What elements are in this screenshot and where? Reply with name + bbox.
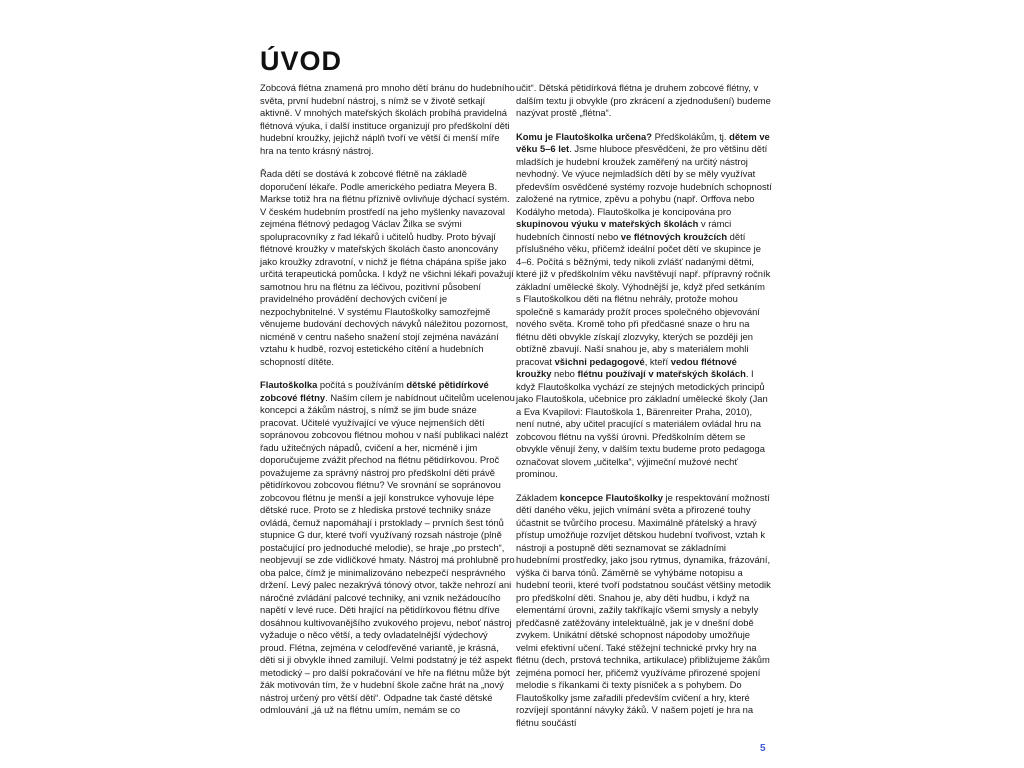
bold-text: Komu je Flautoškolka určena?: [516, 130, 652, 142]
bold-text: koncepce Flautoškolky: [559, 491, 663, 503]
paragraph-audience: [516, 131, 772, 481]
paragraph-intro: Zobcová flétna znamená pro mnoho dětí bránu do hudebního světa, první hudební nástroj, s nímž se v životě setkají aktivně. V mnohých mateřských školách probíhá pravidelná flétnová výuka, i další instituce organizují pro předškolní děti hudební kroužky, jejichž náplň tvoří ve větší či menší míře hra na tento krásný nástroj.: [260, 82, 515, 156]
paragraph-concept: [516, 492, 772, 730]
body-text: nebo: [551, 368, 578, 379]
bold-text: vedou flétnové kroužky: [516, 355, 737, 379]
body-text: je respektování možností dětí daného věku, jejich vnímání světa a přirozené touhy účastnit se tvůrčího procesu. Maximálně přátelský a hravý přístup umožňuje rozvíjet dětskou hudební tvořivost, vztah k nástroji a postupně děti seznamovat se základními hudebními prostředky, jako jsou rytmus, dynamika, frázování, výška či barva tónů. Záměrně se vyhýbáme notopisu a hudební teorii, které tvoří podstatnou součást většiny metodik pro předškolní děti. Snahou je, aby děti hudbu, i když na elementární úrovni, zažily takříkajíc všemi smysly a nebyly předčasně zatěžovány intelektuálně, jak je v dnešní době zvykem. Unikátní dětské schopnost nápodoby umožňuje velmi efektivní učení. Také stěžejní technické prvky hry na flétnu (dech, prstová technika, artikulace) přibližujeme žákům zejména pomocí her, přičemž využíváme přirozené spojení melodie s říkankami či texty písniček a s pohybem. Do Flautoškolky jsme zařadili především cvičení a hry, které rozvíjejí spontánní návyky žáků. V našem pojetí je hra na flétnu součástí: [516, 491, 771, 728]
body-text: . I když Flautoškolka vychází ze stejných metodických principů jako Flautoškola, učebnice pro základní umělecké školy (Jan a Eva Kvapilovi: Flautoškola 1, Bärenreiter Praha, 2010), není nutné, aby učitel pracující s materiálem ovládal hru na zobcovou flétnu na vyšší úrovni. Předškolním dětem se obvykle věnují ženy, v dalším textu budeme proto pedagoga označovat slovem „učitelka“, výjimeční mužové nechť prominou.: [516, 368, 768, 479]
bold-text: dětem ve věku 5–6 let: [516, 130, 770, 154]
body-text: počítá s používáním: [317, 379, 407, 390]
body-text: dětí příslušného věku, přičemž ideální počet dětí ve skupince je 4–6. Počítá s běžnými, tedy nikoli zvlášť nadanými dětmi, které již v předškolním věku navštěvují např. přípravný ročník základní umělecké školy. Výhodnější je, když před setkáním s Flautoškolkou děti na flétnu nehrály, protože mohou společně s kamarády prožít proces společného objevování nového světa. Kromě toho při předčasné snaze o hru na flétnu děti obvykle získají zlozvyky, kterých se později jen obtížně zbavují. Naší snahou je, aby s materiálem mohli pracovat: [516, 230, 771, 367]
right-column: [516, 82, 772, 740]
paragraph-flute: [260, 379, 515, 717]
bold-text: dětské pětidírkové zobcové flétny: [260, 379, 489, 403]
body-text: v rámci hudebních činností nebo: [516, 218, 732, 242]
bold-text: Flautoškolka: [260, 379, 318, 390]
body-text: . Naším cílem je nabídnout učitelům ucelenou koncepci a žákům nástroj, s nímž se jim bude snáze pracovat. Učitelé využívající ve výuce nejmenších dětí sopránovou zobcovou flétnou mohou v naší publikaci nalézt řadu užitečných nápadů, cvičení a her, nicméně i jim doporučujeme zvážit přechod na flétnu pětidírkovou. Proč považujeme za správný nástroj pro předškolní děti právě pětidírkovou zobcovou flétnu? Ve srovnání se sopránovou zobcovou flétnu je menší a její konstrukce vyhovuje lépe dětské ruce. Proto se z hlediska prstové techniky snáze ovládá, čemuž napomáhají i prstoklady – prvních šest tónů stupnice G dur, které tvoří využívaný rozsah nástroje (plně postačující pro jednoduché melodie), se hraje „po prstech“, neobjevují se zde vidličkové hmaty. Nástroj má prohlubně pro oba palce, čímž je minimalizováno nebezpečí nesprávného držení. Levý palec nezakrývá tónový otvor, takže nehrozí ani náročné zvládání palcové techniky, ani vznik nežádoucího napětí v levé ruce. Děti hrající na pětidírkovou flétnu dříve dosáhnou kultivovanějšího zvukového projevu, neboť nástroj vyžaduje o něco větší, a tedy ovladatelnější výdechový proud. Flétna, zejména v celodřevěné variantě, je krásná, děti si ji obvykle ihned zamilují. Velmi podstatný je též aspekt metodický – pro další pokračování ve hře na flétnu může být žák motivován tím, že v hudební škole začne hrát na „nový nástroj určený pro větší děti“. Odpadne tak časté dětské odmlouvání „já už na flétnu umím, nemám se co: [260, 391, 515, 715]
paragraph-doctors: Řada dětí se dostává k zobcové flétně na základě doporučení lékaře. Podle amerického pediatra Meyera B. Markse totiž hra na flétnu příznivě ovlivňuje dýchací systém. V českém hudebním prostředí na jeho myšlenky navazoval zejména flétnový pedagog Václav Žilka se svými spolupracovníky z řad lékařů i učitelů hudby. Proto bývají flétnové kroužky v mateřských školách často anoncovány jako kroužky zdravotní, v nichž je flétna chápána spíše jako určitá terapeutická pomůcka. I když ne všichni lékaři považují samotnou hru na flétnu za léčivou, pozitivní působení pravidelného provádění dechových cvičení je nezpochybnitelné. V systému Flautoškolky samozřejmě věnujeme budování dechových návyků náležitou pozornost, nicméně v centru našeho snažení stojí zejména navázání vztahu k hudbě, rozvoj estetického cítění a hudebních schopností dítěte.: [260, 168, 514, 367]
body-text: Základem: [516, 491, 560, 503]
page-title: ÚVOD: [260, 46, 343, 76]
body-text: , kteří: [644, 355, 671, 367]
bold-text: všichni pedagogové: [554, 355, 645, 367]
bold-text: ve flétnových kroužcích: [620, 230, 728, 242]
left-column: [260, 82, 515, 728]
body-text: Předškolákům, tj.: [651, 130, 730, 142]
bold-text: flétnu používají v mateřských školách: [577, 368, 746, 379]
bold-text: skupinovou výuku v mateřských školách: [516, 218, 699, 229]
paragraph-continuation: učit“. Dětská pětidírková flétna je druhem zobcové flétny, v dalším textu ji obvykle (pro zkrácení a zjednodušení) budeme nazývat prostě „flétna“.: [516, 82, 771, 118]
page-number: 5: [760, 743, 766, 754]
body-text: . Jsme hluboce přesvědčeni, že pro většinu dětí mladších je hudební kroužek zaměřený na určitý nástroj nevhodný. Ve výuce nejmladších dětí by se měly využívat především osvědčené systémy rozvoje hudebních schopností založené na rytmice, zpěvu a pohybu (např. Orffova nebo Kodályho metoda). Flautoškolka je koncipována pro: [516, 143, 772, 217]
